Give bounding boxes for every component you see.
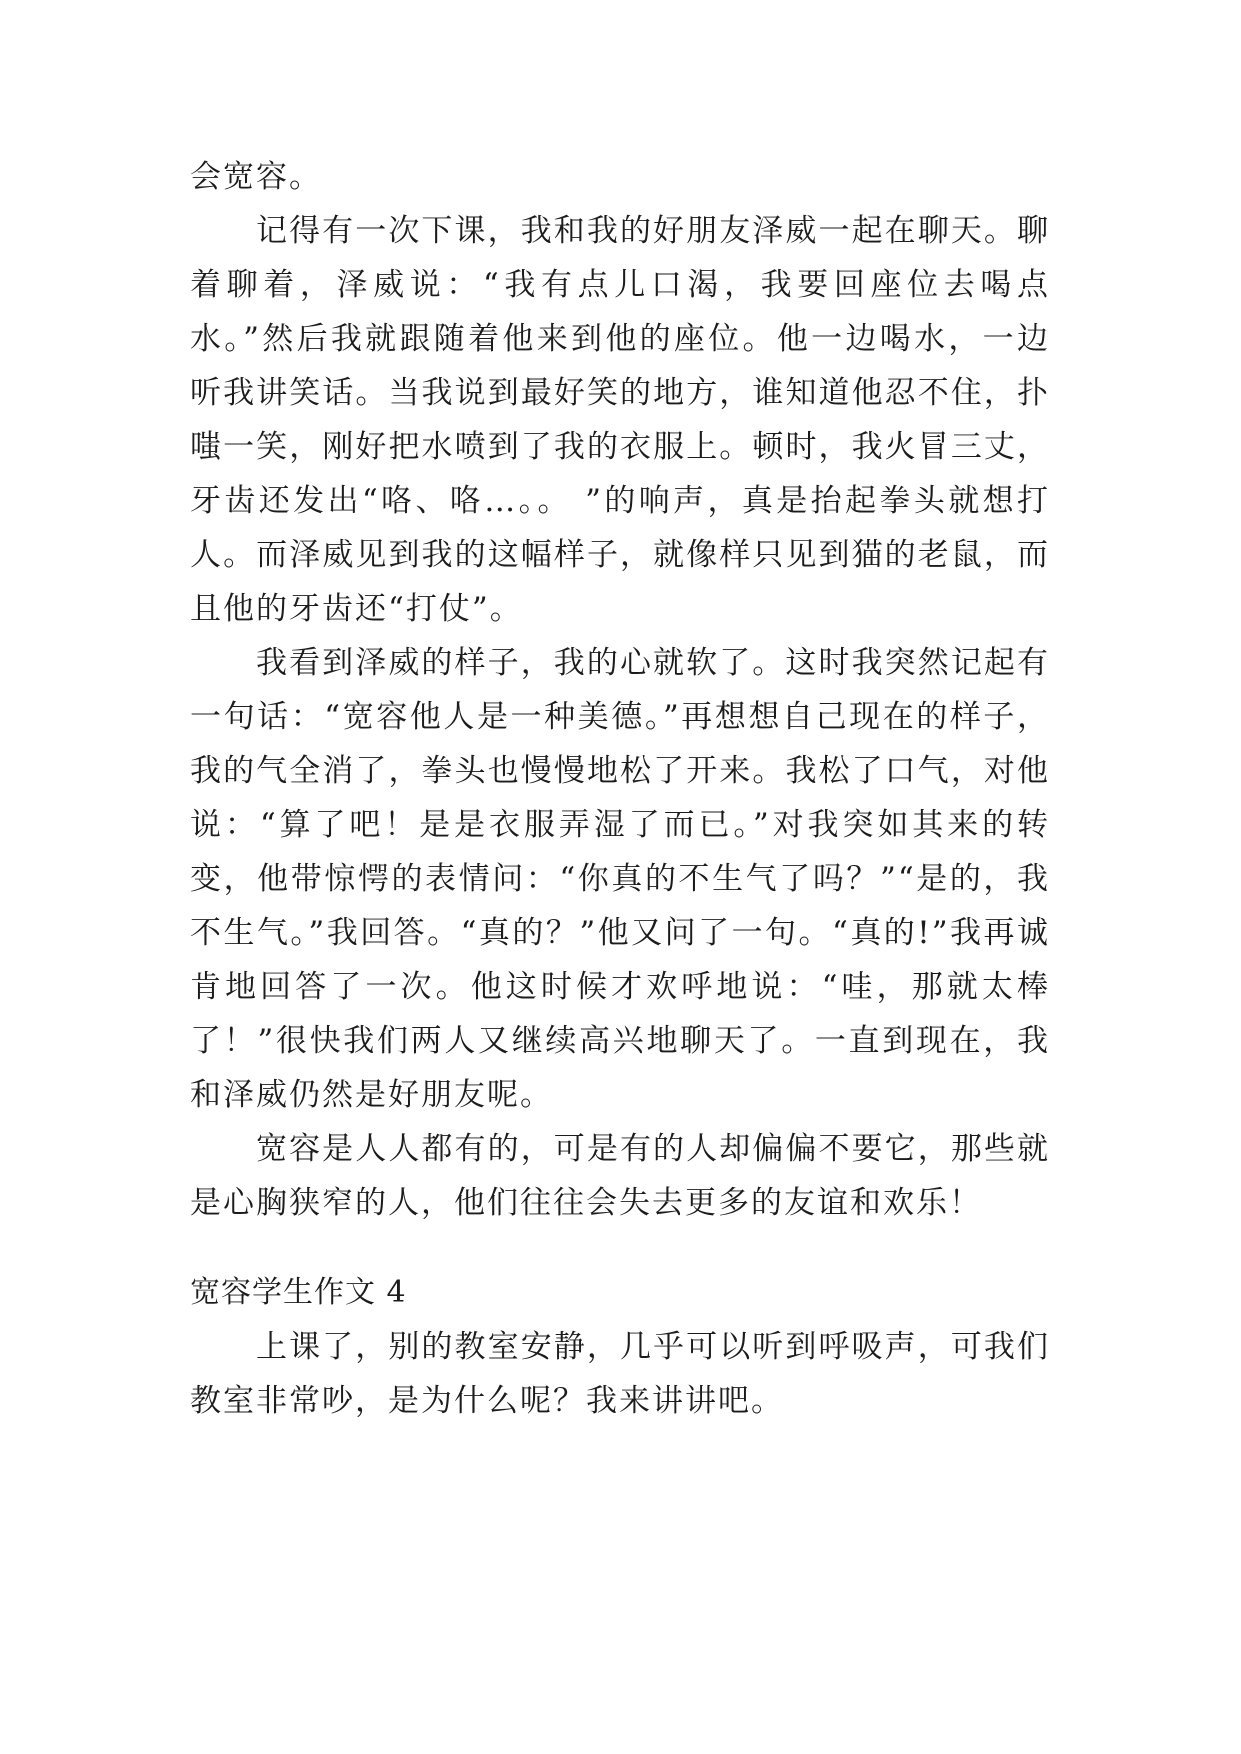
document-body	[190, 150, 1050, 1428]
paragraph-continuation: 会宽容。	[190, 159, 322, 195]
paragraph-classroom: 上课了，别的教室安静，几乎可以听到呼吸声，可我们教室非常吵，是为什么呢？我来讲讲吧。	[190, 1329, 1050, 1419]
paragraph-water-incident: 记得有一次下课，我和我的好朋友泽威一起在聊天。聊着聊着，泽威说：“我有点儿口渴，我要回座位去喝点水。”然后我就跟随着他来到他的座位。他一边喝水，一边听我讲笑话。当我说到最好笑的地方，谁知道他忍不住，扑嗤一笑，刚好把水喷到了我的衣服上。顿时，我火冒三丈，牙齿还发出“咯、咯…。。 ”的响声，真是抬起拳头就想打人。而泽威见到我的这幅样子，就像样只见到猫的老鼠，而且他的牙齿还“打仗”。	[190, 213, 1050, 627]
paragraph-forgiveness: 我看到泽威的样子，我的心就软了。这时我突然记起有一句话：“宽容他人是一种美德。”再想想自己现在的样子，我的气全消了，拳头也慢慢地松了开来。我松了口气，对他说：“算了吧！是是衣服弄湿了而已。”对我突如其来的转变，他带惊愕的表情问：“你真的不生气了吗？”“是的，我不生气。”我回答。“真的？”他又问了一句。“真的!”我再诚肯地回答了一次。他这时候才欢呼地说：“哇，那就太棒了！”很快我们两人又继续高兴地聊天了。一直到现在，我和泽威仍然是好朋友呢。	[190, 645, 1050, 1113]
paragraph-conclusion: 宽容是人人都有的，可是有的人却偏偏不要它，那些就是心胸狭窄的人，他们往往会失去更多的友谊和欢乐！	[190, 1131, 1050, 1221]
section-heading: 宽容学生作文 4	[190, 1275, 407, 1310]
